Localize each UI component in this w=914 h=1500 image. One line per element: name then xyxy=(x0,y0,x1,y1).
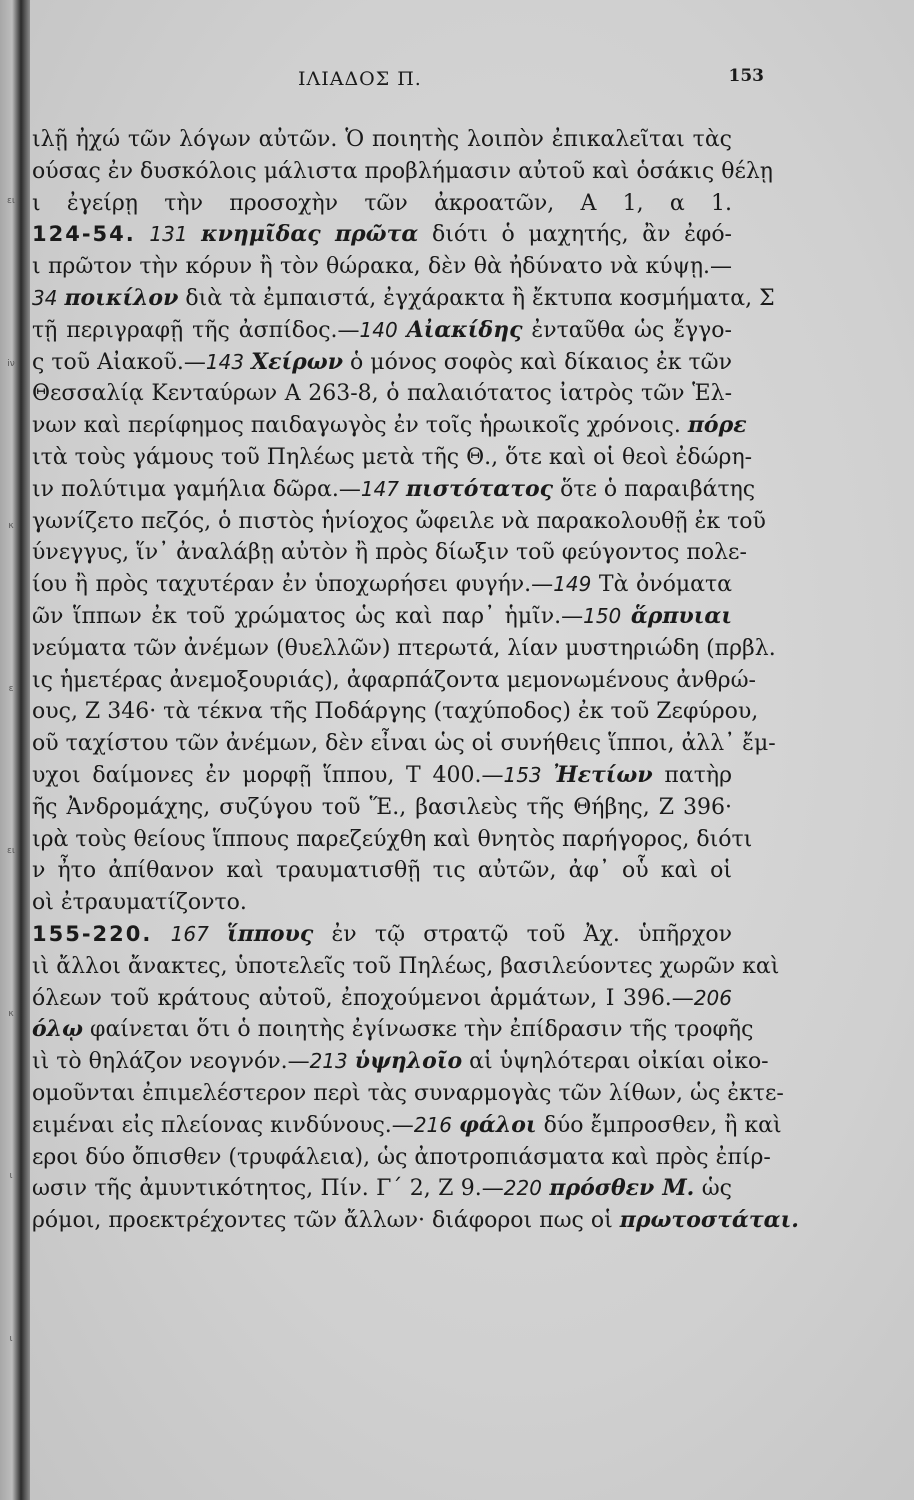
lemma: ποικίλον xyxy=(64,284,179,311)
text-line xyxy=(32,1078,784,1110)
text-run: ρόμοι, προεκτρέχοντες τῶν ἄλλων· διάφοροι πως οἱ xyxy=(32,1208,620,1234)
line-number: 34 xyxy=(32,285,58,310)
text-line xyxy=(32,474,756,506)
text-line xyxy=(32,378,732,410)
gutter-letter-fragments xyxy=(0,0,22,1500)
text-run: νεύματα τῶν ἀνέμων (θυελλῶν) πτερωτά, λίαν μυστηριώδη (πρβλ. xyxy=(32,635,776,661)
lemma: Αἰακίδης xyxy=(406,316,523,343)
text-line xyxy=(32,983,732,1015)
lemma: Ἠετίων xyxy=(553,761,653,788)
gutter-fragment: iν xyxy=(7,358,15,369)
text-line xyxy=(32,760,732,792)
text-line xyxy=(32,1173,732,1205)
text-run: Θεσσαλίᾳ Κενταύρων Α 263-8, ὁ παλαιότατος ἰατρὸς τῶν Ἑλ- xyxy=(32,381,732,407)
text-run: όλεων τοῦ κράτους αὐτοῦ, ἐποχούμενοι ἁρμάτων, Ι 396.— xyxy=(32,985,694,1011)
text-run: ῆς Ἀνδρομάχης, συζύγου τοῦ Ἕ., βασιλεὺς τῆς Θήβης, Ζ 396· xyxy=(32,794,732,820)
text-run: ίου ἢ πρὸς ταχυτέραν ἐν ὑποχωρήσει φυγήν.— xyxy=(32,572,554,598)
text-line xyxy=(32,728,776,760)
gutter-fragment: ε xyxy=(8,683,14,694)
text-run xyxy=(399,477,406,502)
text-run: ις ἡμετέρας ἀνεμοξουριάς), ἀφαρπάζοντα μεμονωμένους ἀνθρώ- xyxy=(32,667,756,693)
text-run: ἐν τῷ στρατῷ τοῦ Ἀχ. ὑπῆρχον xyxy=(313,921,732,947)
running-title: ΙΛΙΑΔΟΣ Π. xyxy=(298,68,422,90)
text-line xyxy=(32,219,732,251)
line-number: 167 xyxy=(170,921,209,946)
text-run xyxy=(136,222,150,247)
line-number: 216 xyxy=(413,1112,452,1137)
gutter-fragment: ι xyxy=(9,1333,13,1344)
text-line xyxy=(32,887,732,919)
line-number: 206 xyxy=(693,985,732,1010)
text-line xyxy=(32,283,775,315)
line-number: 220 xyxy=(503,1176,542,1201)
lemma: ἅρπυιαι xyxy=(630,602,732,629)
text-run: ῶν ἵππων ἐκ τοῦ χρώματος ὡς καὶ παρ᾽ ἡμῖν.— xyxy=(32,603,584,629)
line-number: 213 xyxy=(309,1049,348,1074)
text-line xyxy=(32,188,732,220)
text-line xyxy=(32,665,756,697)
text-run xyxy=(621,604,631,629)
text-run xyxy=(398,318,407,343)
text-run: ους, Ζ 346· τὰ τέκνα τῆς Ποδάργης (ταχύποδος) ἐκ τοῦ Ζεφύρου, xyxy=(32,699,759,725)
text-line xyxy=(32,1046,769,1078)
lemma: φάλοι xyxy=(459,1111,537,1138)
text-run: διὰ τὰ ἐμπαιστά, ἐγχάρακτα ἢ ἔκτυπα κοσμήματα, Σ xyxy=(178,285,775,311)
line-number: 149 xyxy=(553,572,592,597)
text-run xyxy=(348,1049,355,1074)
text-run: πατὴρ xyxy=(652,762,732,788)
text-run: ιλῇ ἠχώ τῶν λόγων αὐτῶν. Ὁ ποιητὴς λοιπὸν ἐπικαλεῖται τὰς xyxy=(32,127,732,152)
text-run: ς τοῦ Αἰακοῦ.— xyxy=(32,349,206,375)
text-line xyxy=(32,506,766,538)
text-run xyxy=(452,1113,459,1138)
text-line xyxy=(32,919,732,951)
lemma: ἵππους xyxy=(227,920,314,947)
text-run: ιν πολύτιμα γαμήλια δῶρα.— xyxy=(32,476,361,502)
gutter-fragment: κ xyxy=(8,1008,14,1019)
text-run xyxy=(188,222,202,247)
text-run: ὡς xyxy=(694,1176,732,1202)
line-number: 153 xyxy=(503,762,542,787)
text-line xyxy=(32,410,747,442)
text-line xyxy=(32,696,759,728)
verse-range: 124-54. xyxy=(32,222,136,247)
text-line xyxy=(32,1014,754,1046)
text-line xyxy=(32,569,732,601)
lemma: Χείρων xyxy=(251,348,344,375)
text-line xyxy=(32,251,732,283)
text-run: ἐνταῦθα ὡς ἔγγο- xyxy=(522,317,732,343)
lemma: πρωτοστάται. xyxy=(619,1207,799,1234)
text-run: οὶ ἐτραυματίζοντο. xyxy=(32,890,247,916)
text-run: ιὶ ἄλλοι ἄνακτες, ὑποτελεῖς τοῦ Πηλέως, βασιλεύοντες χωρῶν καὶ xyxy=(32,953,780,979)
text-run xyxy=(542,763,554,788)
lemma: πόρε xyxy=(687,412,747,439)
lemma: κνημῖδας πρῶτα xyxy=(201,221,419,248)
page-header xyxy=(30,60,914,100)
text-line xyxy=(32,442,753,474)
text-run: οῦ ταχίστου τῶν ἀνέμων, δὲν εἶναι ὡς οἱ συνήθεις ἵπποι, ἀλλ᾽ ἔμ- xyxy=(32,731,776,757)
text-run: ὁ μόνος σοφὸς καὶ δίκαιος ἐκ τῶν xyxy=(343,349,732,375)
text-line xyxy=(32,601,732,633)
text-run: φαίνεται ὅτι ὁ ποιητὴς ἐγίνωσκε τὴν ἐπίδρασιν τῆς τροφῆς xyxy=(83,1017,754,1043)
line-number: 143 xyxy=(205,349,245,374)
page-number: 153 xyxy=(728,66,764,86)
gutter-fragment: κ xyxy=(8,521,14,532)
text-run xyxy=(209,922,227,947)
text-line xyxy=(32,792,732,824)
gutter-fragment: ι xyxy=(9,1171,13,1182)
lemma: πρόσθεν Μ. xyxy=(549,1175,695,1202)
lemma: πιστότατος xyxy=(406,475,554,502)
text-line xyxy=(32,633,776,665)
text-run: δύο ἔμπροσθεν, ἢ καὶ xyxy=(536,1112,782,1138)
text-run: ι ἐγείρῃ τὴν προσοχὴν τῶν ἀκροατῶν, Α 1, α 1. xyxy=(32,190,732,216)
text-line xyxy=(32,156,773,188)
text-line xyxy=(32,1142,771,1174)
line-number: 150 xyxy=(583,603,622,628)
text-line xyxy=(32,537,747,569)
text-run: ιὶ τὸ θηλάζον νεογνόν.— xyxy=(32,1049,310,1075)
lemma: ὑψηλοῖο xyxy=(354,1048,463,1075)
text-run xyxy=(152,922,170,947)
text-run: ὅτε ὁ παραιβάτης xyxy=(553,476,756,502)
text-run: Τὰ ὀνόματα xyxy=(591,572,733,598)
text-run: αἱ ὑψηλότεραι οἰκίαι οἰκο- xyxy=(462,1049,769,1075)
text-line xyxy=(32,1205,799,1237)
text-run: ωσιν τῆς ἀμυντικότητος, Πίν. Γ´ 2, Ζ 9.— xyxy=(32,1176,504,1202)
text-line xyxy=(32,855,732,887)
lemma: όλῳ xyxy=(32,1016,84,1043)
text-run: εροι δύο ὄπισθεν (τρυφάλεια), ὡς ἀποτροπιάσματα καὶ πρὸς ἐπίρ- xyxy=(32,1144,771,1170)
text-run: ιρὰ τοὺς θείους ἵππους παρεζεύχθη καὶ θνητὸς παρήγορος, διότι xyxy=(32,826,753,852)
commentary-text xyxy=(32,124,799,1237)
text-run: διότι ὁ μαχητής, ἂν ἐφό- xyxy=(418,222,732,248)
book-page xyxy=(30,0,914,1500)
text-run: υχοι δαίμονες ἐν μορφῇ ἵππου, Τ 400.— xyxy=(32,762,504,788)
text-line xyxy=(32,824,753,856)
line-number: 131 xyxy=(149,222,188,247)
text-run: τῇ περιγραφῇ τῆς ἀσπίδος.— xyxy=(32,317,360,343)
text-run: ειμέναι εἰς πλείονας κινδύνους.— xyxy=(32,1112,414,1138)
line-number: 147 xyxy=(360,476,400,501)
text-run: ύνεγγυς, ἵν᾽ ἀναλάβῃ αὐτὸν ἢ πρὸς δίωξιν τοῦ φεύγοντος πολε- xyxy=(32,540,747,566)
line-number: 140 xyxy=(359,317,398,342)
text-line xyxy=(32,124,732,156)
text-run: γωνίζετο πεζός, ὁ πιστὸς ἡνίοχος ὤφειλε νὰ παρακολουθῇ ἐκ τοῦ xyxy=(32,508,766,534)
text-line xyxy=(32,347,732,379)
text-line xyxy=(32,315,732,347)
text-run: ιτὰ τοὺς γάμους τοῦ Πηλέως μετὰ τῆς Θ., ὅτε καὶ οἱ θεοὶ ἐδώρη- xyxy=(32,444,753,470)
text-line xyxy=(32,951,780,983)
gutter-fragment: ει xyxy=(7,196,15,207)
text-run: ούσας ἐν δυσκόλοις μάλιστα προβλήμασιν αὐτοῦ καὶ ὁσάκις θέλῃ xyxy=(32,158,773,184)
text-line xyxy=(32,1110,782,1142)
text-run: νων καὶ περίφημος παιδαγωγὸς ἐν τοῖς ἡρωικοῖς χρόνοις. xyxy=(32,413,688,439)
text-run: ι πρῶτον τὴν κόρυν ἢ τὸν θώρακα, δὲν θὰ ἠδύνατο νὰ κύψῃ.— xyxy=(32,254,732,280)
text-run: ν ἦτο ἀπίθανον καὶ τραυματισθῇ τις αὐτῶν, ἀφ᾽ οὗ καὶ οἱ xyxy=(32,858,732,884)
verse-range: 155-220. xyxy=(32,921,153,946)
gutter-fragment: ει xyxy=(7,846,15,857)
text-run: ομοῦνται ἐπιμελέστερον περὶ τὰς συναρμογὰς τῶν λίθων, ὡς ἐκτε- xyxy=(32,1080,784,1106)
